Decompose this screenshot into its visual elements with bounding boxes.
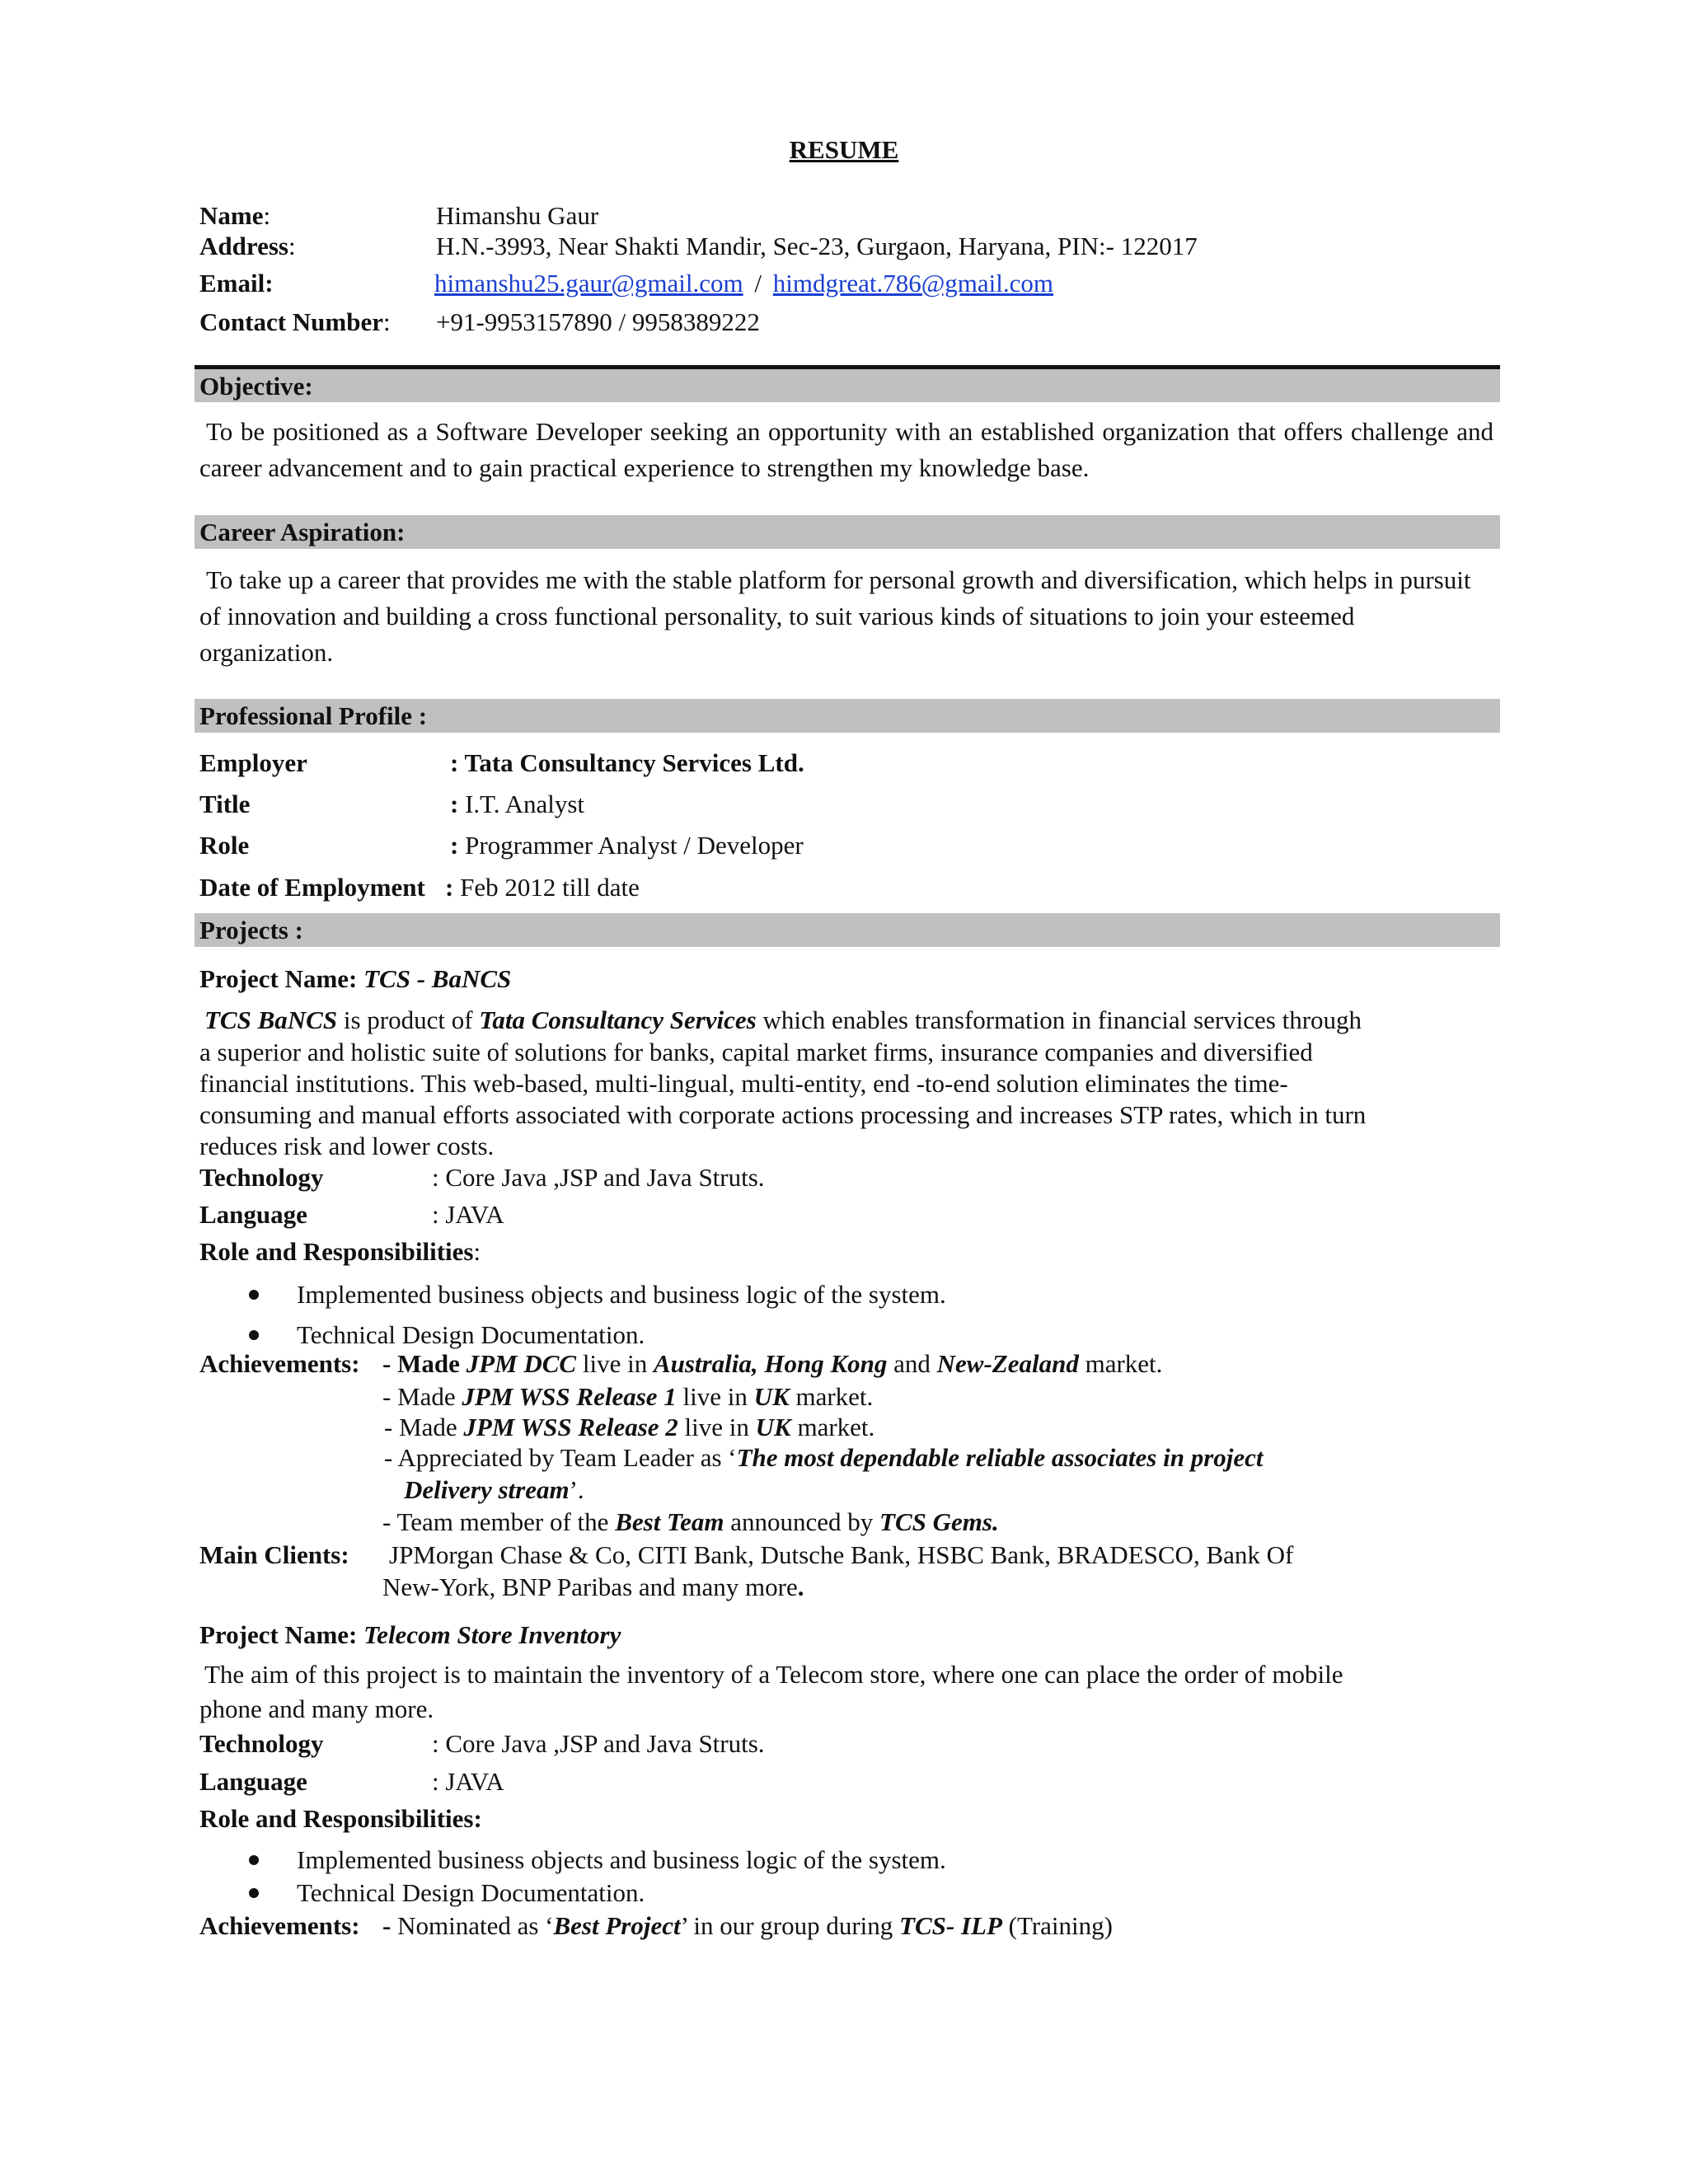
project1-language-value: : JAVA bbox=[432, 1200, 504, 1229]
page-title: RESUME bbox=[789, 135, 899, 164]
project1-desc-line1: TCS BaNCS is product of Tata Consultancy Services which enables transformation in financial services through bbox=[204, 1005, 1362, 1034]
project2-language-value: : JAVA bbox=[432, 1767, 504, 1796]
email-separator: / bbox=[754, 269, 762, 298]
aspiration-heading-bar bbox=[195, 515, 1500, 549]
project1-technology-label: Technology bbox=[199, 1163, 324, 1192]
project1-desc-line2: a superior and holistic suite of solutions for banks, capital market firms, insurance companies and diversified bbox=[199, 1038, 1313, 1066]
project2-achievement-1: - Nominated as ‘Best Project’ in our group during TCS- ILP (Training) bbox=[382, 1911, 1113, 1940]
project2-title: Project Name: Telecom Store Inventory bbox=[199, 1620, 621, 1649]
project1-achievement-4: - Appreciated by Team Leader as ‘The most dependable reliable associates in project bbox=[384, 1443, 1264, 1472]
project2-name: Telecom Store Inventory bbox=[363, 1620, 621, 1649]
project2-achievements-label: Achievements: bbox=[199, 1911, 360, 1940]
email-label: Email: bbox=[199, 269, 274, 298]
name-label: Name: bbox=[199, 201, 271, 230]
project1-responsibility-1: Implemented business objects and business logic of the system. bbox=[297, 1280, 946, 1309]
project2-desc-line1: The aim of this project is to maintain the inventory of a Telecom store, where one can place the order of mobile bbox=[204, 1660, 1343, 1689]
project2-responsibilities-label: Role and Responsibilities: bbox=[199, 1804, 482, 1833]
contact-label: Contact Number: bbox=[199, 307, 391, 336]
bullet-icon bbox=[249, 1855, 259, 1865]
email-values bbox=[434, 268, 1053, 299]
project1-technology-value: : Core Java ,JSP and Java Struts. bbox=[432, 1163, 765, 1192]
project1-desc-line5: reduces risk and lower costs. bbox=[199, 1132, 495, 1160]
project2-responsibility-2: Technical Design Documentation. bbox=[297, 1878, 645, 1907]
email-link-secondary[interactable]: himdgreat.786@gmail.com bbox=[772, 269, 1053, 298]
employment-date-label: Date of Employment bbox=[199, 873, 425, 902]
aspiration-text: To take up a career that provides me with the stable platform for personal growth and diversification, which helps in pursuit of innovation and building a cross functional personality, to suit various kinds of situations to join your esteemed organization. bbox=[199, 565, 1471, 667]
project1-achievements-label: Achievements: bbox=[199, 1349, 360, 1378]
project2-technology-value: : Core Java ,JSP and Java Struts. bbox=[432, 1729, 765, 1758]
bullet-icon bbox=[249, 1888, 259, 1898]
project1-achievement-5: - Team member of the Best Team announced by TCS Gems. bbox=[382, 1507, 999, 1536]
role-label: Role bbox=[199, 831, 250, 860]
project1-clients-line2: New-York, BNP Paribas and many more. bbox=[382, 1572, 804, 1601]
projects-heading: Projects : bbox=[199, 916, 303, 944]
email-link-primary[interactable]: himanshu25.gaur@gmail.com bbox=[434, 269, 743, 298]
project2-technology-label: Technology bbox=[199, 1729, 324, 1758]
address-value: H.N.-3993, Near Shakti Mandir, Sec-23, Gurgaon, Haryana, PIN:- 122017 bbox=[436, 232, 1198, 260]
project1-language-label: Language bbox=[199, 1200, 307, 1229]
project1-responsibilities-label: Role and Responsibilities: bbox=[199, 1237, 481, 1266]
title-label: Title bbox=[199, 790, 251, 818]
name-value: Himanshu Gaur bbox=[436, 201, 599, 230]
project1-responsibility-2: Technical Design Documentation. bbox=[297, 1320, 645, 1349]
objective-heading: Objective: bbox=[199, 372, 313, 401]
project1-achievement-2: - Made JPM WSS Release 1 live in UK market. bbox=[382, 1382, 874, 1411]
project1-desc-line4: consuming and manual efforts associated with corporate actions processing and increases STP rates, which in turn bbox=[199, 1100, 1367, 1129]
bullet-icon bbox=[249, 1290, 259, 1300]
address-label: Address: bbox=[199, 232, 296, 260]
aspiration-heading: Career Aspiration: bbox=[199, 518, 406, 546]
project2-responsibility-1: Implemented business objects and business logic of the system. bbox=[297, 1845, 946, 1874]
role-value: : Programmer Analyst / Developer bbox=[450, 831, 804, 860]
employer-label: Employer bbox=[199, 748, 307, 777]
project1-clients-label: Main Clients: bbox=[199, 1540, 349, 1569]
project1-achievement-4-cont: Delivery stream’. bbox=[404, 1475, 584, 1504]
project1-title: Project Name: TCS - BaNCS bbox=[199, 964, 512, 993]
contact-value: +91-9953157890 / 9958389222 bbox=[436, 307, 760, 336]
profile-heading-bar bbox=[195, 699, 1500, 733]
objective-text: To be positioned as a Software Developer seeking an opportunity with an established organization that offers challenge and career advancement and to gain practical experience to strengthen my knowledge base. bbox=[199, 417, 1493, 482]
project1-desc-line3: financial institutions. This web-based, multi-lingual, multi-entity, end -to-end solution eliminates the time- bbox=[199, 1069, 1288, 1098]
title-value: : I.T. Analyst bbox=[450, 790, 585, 818]
projects-heading-bar bbox=[195, 913, 1500, 947]
profile-heading: Professional Profile : bbox=[199, 701, 428, 730]
employment-date-value: : Feb 2012 till date bbox=[445, 873, 640, 902]
employer-value: : Tata Consultancy Services Ltd. bbox=[450, 748, 804, 777]
project2-desc-line2: phone and many more. bbox=[199, 1694, 434, 1723]
project1-achievement-3: - Made JPM WSS Release 2 live in UK market. bbox=[384, 1413, 875, 1441]
bullet-icon bbox=[249, 1330, 259, 1340]
project1-name: TCS - BaNCS bbox=[363, 964, 512, 993]
project1-clients-line1: JPMorgan Chase & Co, CITI Bank, Dutsche Bank, HSBC Bank, BRADESCO, Bank Of bbox=[389, 1540, 1294, 1569]
project2-language-label: Language bbox=[199, 1767, 307, 1796]
project1-achievement-1: - Made JPM DCC live in Australia, Hong Kong and New-Zealand market. bbox=[382, 1349, 1163, 1378]
objective-heading-bar bbox=[195, 365, 1500, 402]
